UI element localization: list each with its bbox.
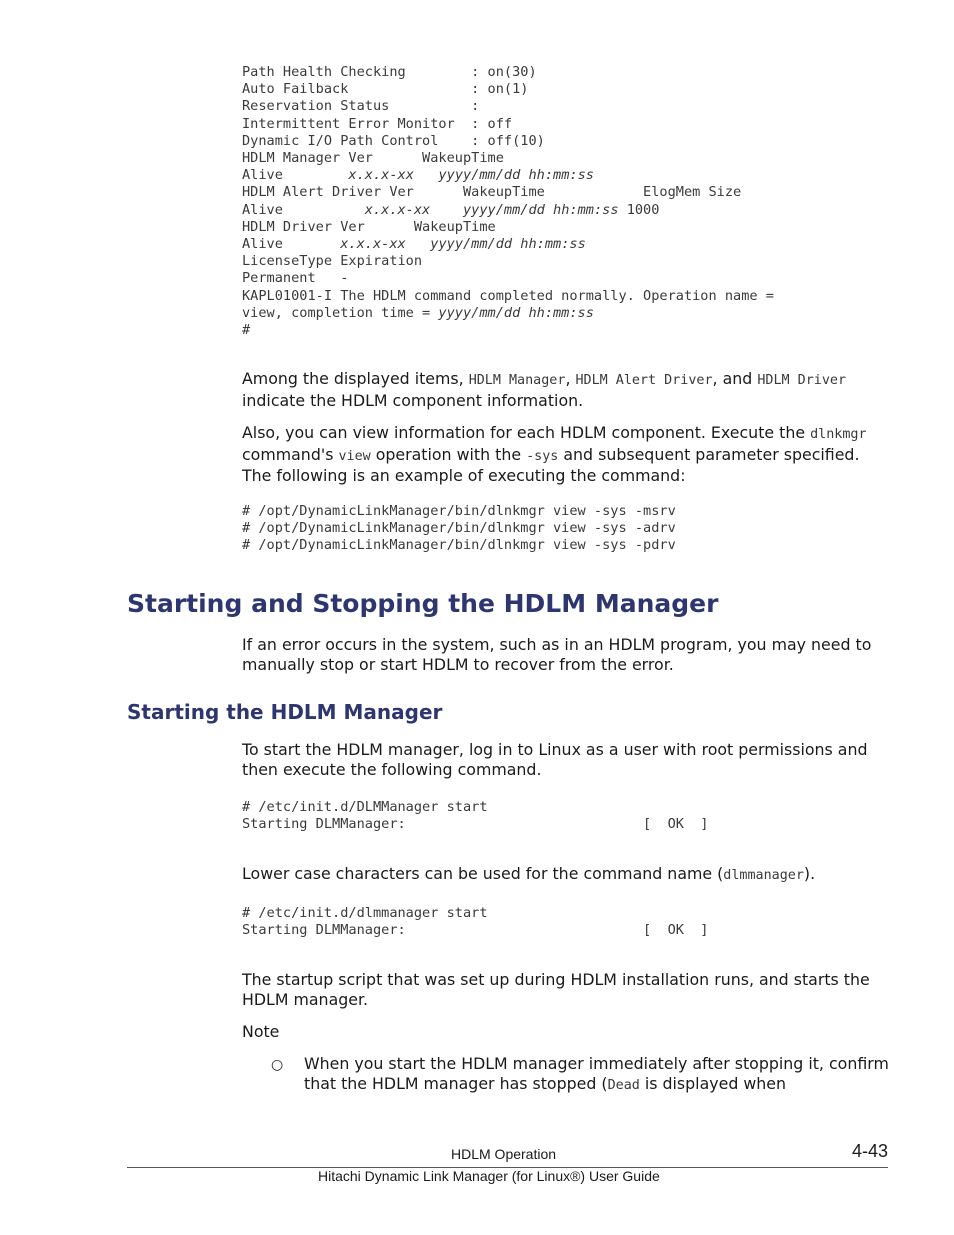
inline-code: dlnkmgr [810, 427, 867, 442]
output-line: Alive [242, 201, 283, 218]
output-time-placeholder: yyyy/mm/dd hh:mm:ss [430, 236, 586, 253]
output-line: Alive [242, 236, 283, 253]
paragraph-intro: If an error occurs in the system, such as in an HDLM program, you may need to manually stop or start HDLM to recover from the error. [242, 635, 872, 674]
command-line: Starting DLMManager: [ OK ] [242, 816, 709, 833]
output-line: Alive [242, 167, 283, 184]
output-line: LicenseType Expiration [242, 253, 423, 270]
command-line: # /etc/init.d/dlmmanager start [242, 905, 488, 921]
command-line: # /opt/DynamicLinkManager/bin/dlnkmgr view -sys -pdrv [242, 537, 676, 554]
output-line: HDLM Manager Ver WakeupTime [242, 150, 504, 167]
section-heading: Starting and Stopping the HDLM Manager [127, 589, 719, 618]
command-line: Starting DLMManager: [ OK ] [242, 922, 709, 939]
output-line: Permanent - [242, 270, 349, 287]
output-line: Dynamic I/O Path Control : off(10) [242, 132, 545, 149]
inline-code: HDLM Manager [468, 373, 566, 388]
inline-code: dlmmanager [723, 868, 804, 883]
paragraph-components: Among the displayed items, HDLM Manager, HDLM Alert Driver, and HDLM Driver indicate the HDLM component information. [242, 369, 847, 410]
paragraph-startup-script: The startup script that was set up during HDLM installation runs, and starts the HDLM manager. [242, 970, 870, 1009]
view-command-block [242, 503, 676, 555]
command-line: # /opt/DynamicLinkManager/bin/dlnkmgr view -sys -adrv [242, 520, 676, 537]
note-bullet-item: When you start the HDLM manager immediately after stopping it, confirm that the HDLM manager has stopped (Dead is displayed when [304, 1054, 889, 1093]
output-time-placeholder: yyyy/mm/dd hh:mm:ss [438, 167, 594, 184]
inline-code: view [338, 448, 371, 464]
output-line: Intermittent Error Monitor : off [242, 115, 513, 132]
inline-code: Dead [607, 1077, 640, 1093]
output-elogmem-value: 1000 [626, 201, 660, 218]
output-line: view, completion time = [242, 304, 439, 321]
inline-code: HDLM Driver [757, 373, 847, 388]
command-line: # /opt/DynamicLinkManager/bin/dlnkmgr view -sys -msrv [242, 503, 676, 519]
output-line: Auto Failback : on(1) [242, 81, 529, 98]
command-output-block [242, 64, 774, 339]
output-line: Path Health Checking : on(30) [242, 64, 537, 80]
note-label: Note [242, 1022, 280, 1041]
output-line: Reservation Status : [242, 98, 480, 115]
output-version-placeholder: x.x.x-xx [340, 236, 406, 253]
command-line: # /etc/init.d/DLMManager start [242, 799, 488, 815]
output-line: HDLM Driver Ver WakeupTime [242, 218, 496, 235]
footer-book-title: Hitachi Dynamic Link Manager (for Linux®) User Guide [318, 1168, 660, 1184]
footer-section-title: HDLM Operation [451, 1146, 557, 1162]
output-line: # [242, 322, 251, 339]
output-time-placeholder: yyyy/mm/dd hh:mm:ss [463, 201, 619, 218]
inline-code: HDLM Alert Driver [575, 373, 713, 388]
paragraph-view-operation: Also, you can view information for each HDLM component. Execute the dlnkmgr command's view operation with the -sys and subsequent parameter specified. The following is an example of executing the command: [242, 423, 867, 486]
start-command-block [242, 799, 709, 833]
output-version-placeholder: x.x.x-xx [364, 201, 431, 218]
output-line: HDLM Alert Driver Ver WakeupTime ElogMem Size [242, 184, 742, 201]
start-command-block-lowercase [242, 905, 709, 939]
output-line: KAPL01001-I The HDLM command completed normally. Operation name = [242, 287, 774, 304]
paragraph-start: To start the HDLM manager, log in to Linux as a user with root permissions and then execute the following command. [242, 740, 868, 779]
inline-code: -sys [526, 448, 559, 464]
page-number: 4-43 [851, 1141, 888, 1161]
bullet-circle-icon: ○ [271, 1057, 284, 1073]
output-time-placeholder: yyyy/mm/dd hh:mm:ss [438, 304, 594, 321]
paragraph-lowercase: Lower case characters can be used for the command name (dlmmanager). [242, 864, 816, 883]
subsection-heading: Starting the HDLM Manager [127, 700, 443, 724]
output-version-placeholder: x.x.x-xx [348, 167, 414, 184]
